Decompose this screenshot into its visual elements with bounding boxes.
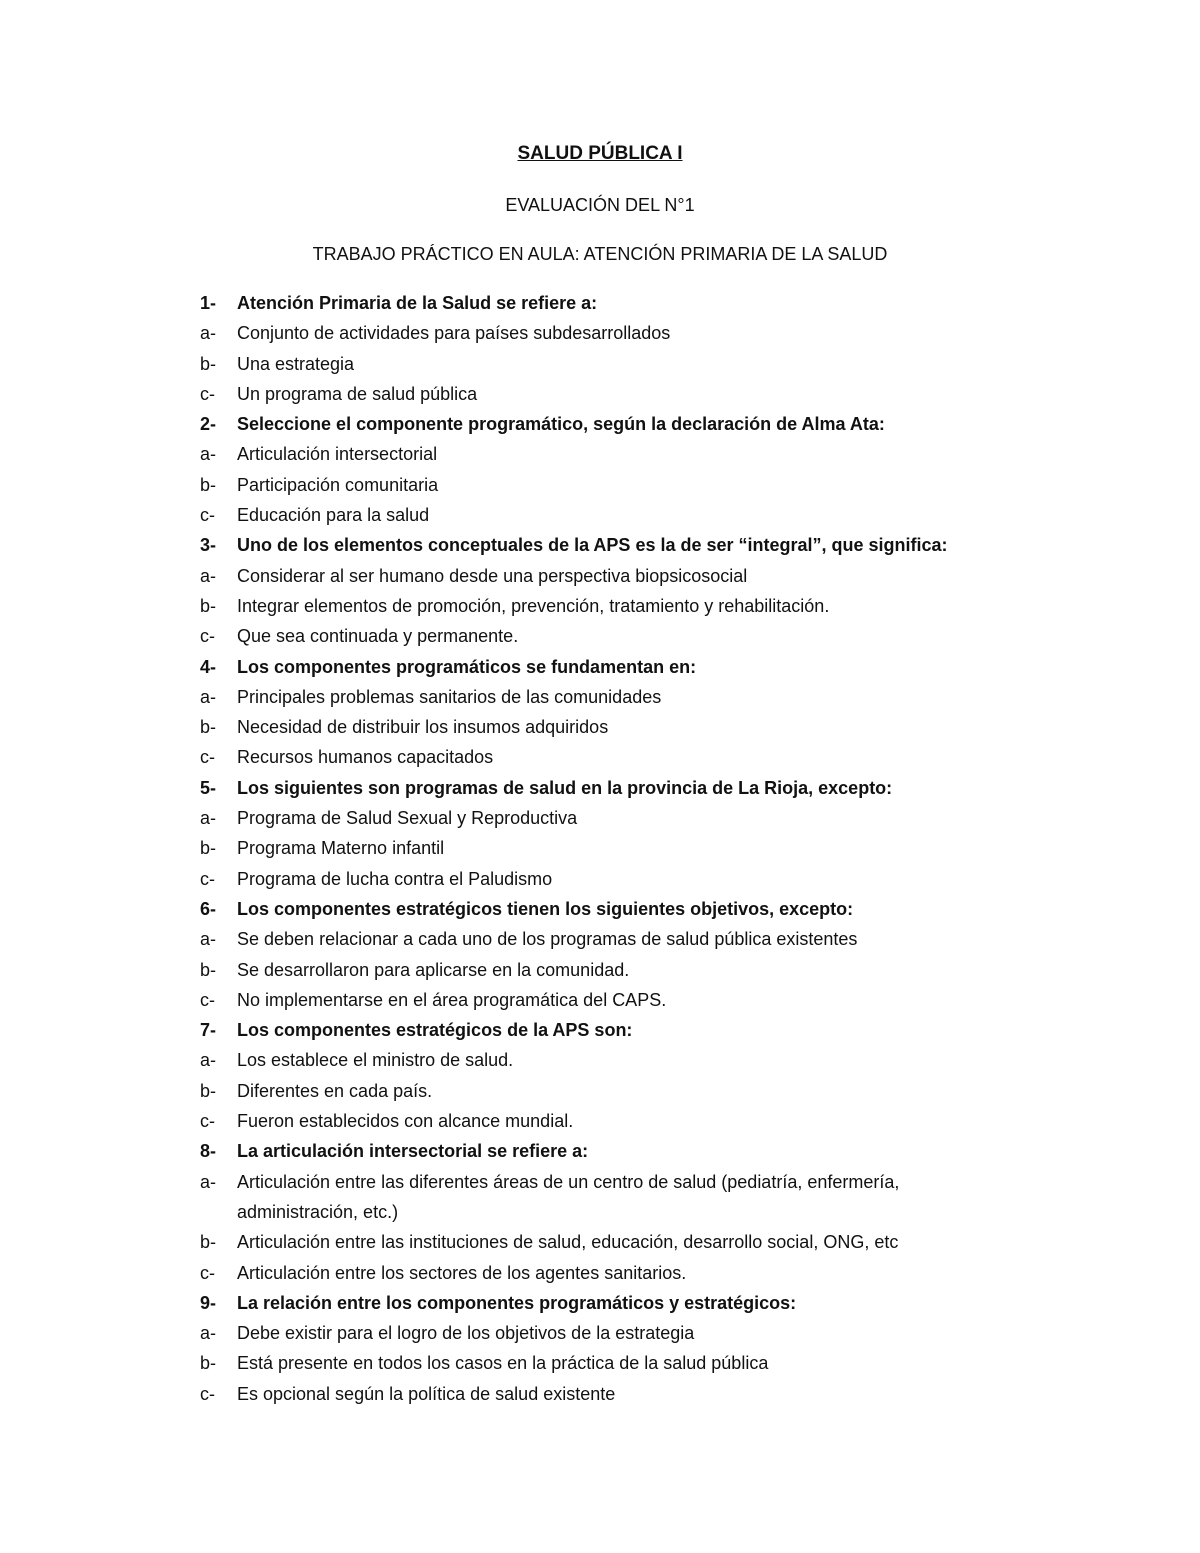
question-list xyxy=(200,288,1000,1409)
question-5-option-c xyxy=(200,864,1000,894)
question-4-option-b xyxy=(200,712,1000,742)
option-letter: a- xyxy=(200,808,217,829)
option-text: Articulación entre las diferentes áreas de un centro de salud (pediatría, enfermería, administración, etc.) xyxy=(237,1171,900,1222)
question-1 xyxy=(200,288,1000,318)
question-1-option-b xyxy=(200,349,1000,379)
option-text: Conjunto de actividades para países subdesarrollados xyxy=(237,323,671,344)
option-text: Considerar al ser humano desde una perspectiva biopsicosocial xyxy=(237,565,748,586)
option-text: Necesidad de distribuir los insumos adquiridos xyxy=(237,717,609,738)
option-letter: b- xyxy=(200,353,217,374)
question-number: 7- xyxy=(200,1020,217,1041)
question-9 xyxy=(200,1288,1000,1318)
option-letter: b- xyxy=(200,838,217,859)
option-letter: a- xyxy=(200,929,217,950)
option-letter: b- xyxy=(200,595,217,616)
question-7-option-a xyxy=(200,1045,1000,1075)
option-letter: b- xyxy=(200,1353,217,1374)
question-6 xyxy=(200,894,1000,924)
question-2-option-c xyxy=(200,500,1000,530)
option-text: Está presente en todos los casos en la práctica de la salud pública xyxy=(237,1353,769,1374)
question-7-option-c xyxy=(200,1106,1000,1136)
question-8-option-a xyxy=(200,1167,1000,1228)
question-3-option-c xyxy=(200,621,1000,651)
option-letter: a- xyxy=(200,323,217,344)
option-letter: c- xyxy=(200,1111,215,1132)
option-letter: a- xyxy=(200,1171,217,1192)
option-letter: a- xyxy=(200,1323,217,1344)
option-text: Programa de Salud Sexual y Reproductiva xyxy=(237,808,578,829)
option-letter: b- xyxy=(200,1232,217,1253)
question-number: 5- xyxy=(200,777,217,798)
document-subtitle: EVALUACIÓN DEL N°1 xyxy=(505,195,695,215)
question-5 xyxy=(200,773,1000,803)
question-text: Seleccione el componente programático, según la declaración de Alma Ata: xyxy=(237,414,885,435)
question-text: Los componentes estratégicos de la APS son: xyxy=(237,1020,633,1041)
option-text: Fueron establecidos con alcance mundial. xyxy=(237,1111,574,1132)
question-2-option-a xyxy=(200,439,1000,469)
question-2 xyxy=(200,409,1000,439)
question-2-option-b xyxy=(200,470,1000,500)
option-letter: a- xyxy=(200,1050,217,1071)
question-6-option-b xyxy=(200,955,1000,985)
question-8-option-c xyxy=(200,1258,1000,1288)
question-text: La relación entre los componentes programáticos y estratégicos: xyxy=(237,1292,797,1313)
question-number: 6- xyxy=(200,898,217,919)
option-letter: b- xyxy=(200,959,217,980)
option-text: Un programa de salud pública xyxy=(237,383,478,404)
question-4-option-c xyxy=(200,742,1000,772)
question-text: Los siguientes son programas de salud en la provincia de La Rioja, excepto: xyxy=(237,777,893,798)
option-text: Participación comunitaria xyxy=(237,474,439,495)
question-3 xyxy=(200,530,1000,560)
option-text: Programa de lucha contra el Paludismo xyxy=(237,868,553,889)
option-letter: b- xyxy=(200,1080,217,1101)
question-9-option-c xyxy=(200,1379,1000,1409)
option-letter: c- xyxy=(200,383,215,404)
question-text: Los componentes estratégicos tienen los siguientes objetivos, excepto: xyxy=(237,898,854,919)
question-6-option-a xyxy=(200,924,1000,954)
option-text: No implementarse en el área programática del CAPS. xyxy=(237,989,667,1010)
option-text: Articulación entre los sectores de los agentes sanitarios. xyxy=(237,1262,687,1283)
option-text: Los establece el ministro de salud. xyxy=(237,1050,514,1071)
option-text: Una estrategia xyxy=(237,353,355,374)
document-title: SALUD PÚBLICA I xyxy=(517,143,683,164)
question-number: 9- xyxy=(200,1292,217,1313)
option-text: Se desarrollaron para aplicarse en la comunidad. xyxy=(237,959,630,980)
question-5-option-b xyxy=(200,833,1000,863)
option-letter: b- xyxy=(200,474,217,495)
question-1-option-a xyxy=(200,318,1000,348)
question-8-option-b xyxy=(200,1227,1000,1257)
question-text: La articulación intersectorial se refiere a: xyxy=(237,1141,589,1162)
option-text: Programa Materno infantil xyxy=(237,838,445,859)
question-number: 8- xyxy=(200,1141,217,1162)
option-text: Principales problemas sanitarios de las comunidades xyxy=(237,686,662,707)
question-number: 3- xyxy=(200,535,217,556)
option-letter: c- xyxy=(200,1262,215,1283)
option-letter: a- xyxy=(200,444,217,465)
question-3-option-b xyxy=(200,591,1000,621)
question-number: 4- xyxy=(200,656,217,677)
question-3-option-a xyxy=(200,561,1000,591)
option-letter: c- xyxy=(200,868,215,889)
option-letter: c- xyxy=(200,505,215,526)
question-number: 1- xyxy=(200,293,217,313)
option-text: Se deben relacionar a cada uno de los programas de salud pública existentes xyxy=(237,929,858,950)
option-text: Que sea continuada y permanente. xyxy=(237,626,519,647)
question-number: 2- xyxy=(200,414,217,435)
question-6-option-c xyxy=(200,985,1000,1015)
option-text: Articulación intersectorial xyxy=(237,444,438,465)
option-letter: c- xyxy=(200,747,215,768)
option-letter: a- xyxy=(200,686,217,707)
question-text: Uno de los elementos conceptuales de la APS es la de ser “integral”, que significa: xyxy=(237,535,948,556)
option-letter: c- xyxy=(200,1383,215,1404)
option-letter: c- xyxy=(200,989,215,1010)
question-4 xyxy=(200,652,1000,682)
question-4-option-a xyxy=(200,682,1000,712)
option-letter: a- xyxy=(200,565,217,586)
option-text: Es opcional según la política de salud existente xyxy=(237,1383,616,1404)
option-text: Integrar elementos de promoción, prevención, tratamiento y rehabilitación. xyxy=(237,595,830,616)
option-letter: b- xyxy=(200,717,217,738)
question-8 xyxy=(200,1136,1000,1166)
question-5-option-a xyxy=(200,803,1000,833)
question-1-option-c xyxy=(200,379,1000,409)
question-text: Atención Primaria de la Salud se refiere a: xyxy=(237,293,598,313)
document-heading: TRABAJO PRÁCTICO EN AULA: ATENCIÓN PRIMARIA DE LA SALUD xyxy=(312,244,888,264)
question-7-option-b xyxy=(200,1076,1000,1106)
option-text: Diferentes en cada país. xyxy=(237,1080,433,1101)
question-7 xyxy=(200,1015,1000,1045)
option-text: Debe existir para el logro de los objetivos de la estrategia xyxy=(237,1323,695,1344)
option-text: Educación para la salud xyxy=(237,505,430,526)
option-text: Articulación entre las instituciones de salud, educación, desarrollo social, ONG, etc xyxy=(237,1232,899,1253)
question-9-option-b xyxy=(200,1348,1000,1378)
option-letter: c- xyxy=(200,626,215,647)
question-text: Los componentes programáticos se fundamentan en: xyxy=(237,656,697,677)
question-9-option-a xyxy=(200,1318,1000,1348)
option-text: Recursos humanos capacitados xyxy=(237,747,494,768)
